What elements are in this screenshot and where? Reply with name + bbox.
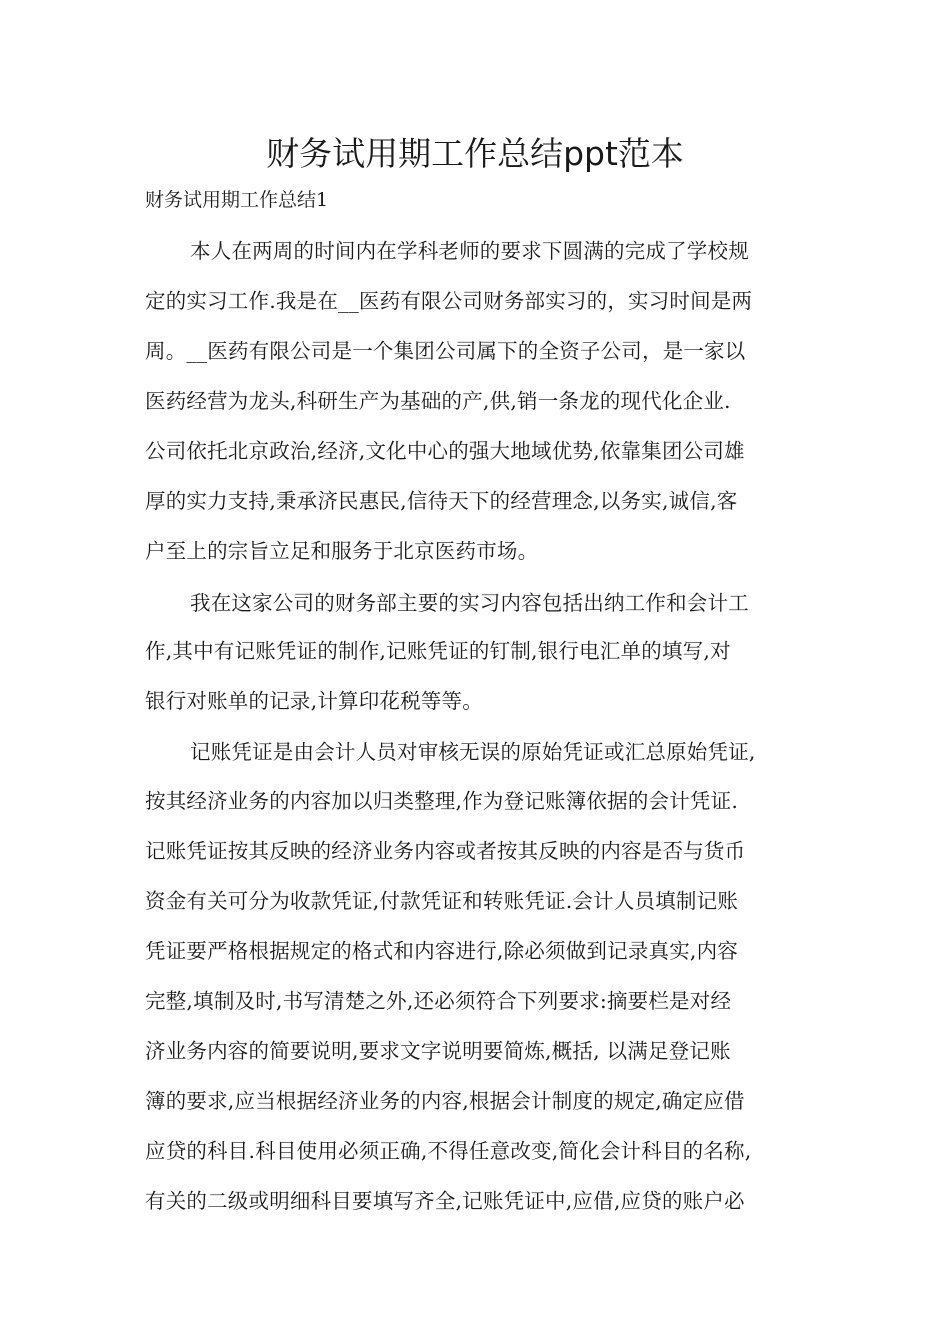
paragraph-1-line-2: 定的实习工作.我是在__医药有限公司财务部实习的，实习时间是两: [145, 289, 753, 313]
paragraph-3-line-7: 济业务内容的简要说明,要求文字说明要简炼,概括, 以满足登记账: [145, 1039, 731, 1063]
paragraph-3-line-1: 记账凭证是由会计人员对审核无误的原始凭证或汇总原始凭证,: [190, 740, 756, 764]
paragraph-3-line-9: 应贷的科目.科目使用必须正确,不得任意改变,简化会计科目的名称,: [145, 1139, 752, 1163]
paragraph-3-line-3: 记账凭证按其反映的经济业务内容或者按其反映的内容是否与货币: [145, 839, 746, 863]
section-heading: 财务试用期工作总结1: [145, 189, 329, 211]
paragraph-1-line-3: 周。__医药有限公司是一个集团公司属下的全资子公司，是一家以: [145, 339, 746, 363]
paragraph-1-line-4: 医药经营为龙头,科研生产为基础的产,供,销一条龙的现代化企业.: [145, 389, 731, 413]
paragraph-2-line-3: 银行对账单的记录,计算印花税等等。: [145, 689, 483, 713]
paragraph-3-line-6: 完整,填制及时,书写清楚之外,还必须符合下列要求:摘要栏是对经: [145, 989, 732, 1013]
paragraph-1-line-7: 户至上的宗旨立足和服务于北京医药市场。: [145, 539, 539, 563]
document-title: 财务试用期工作总结ppt范本: [266, 134, 684, 173]
paragraph-3-line-4: 资金有关可分为收款凭证,付款凭证和转账凭证.会计人员填制记账: [145, 889, 739, 913]
paragraph-3-line-8: 簿的要求,应当根据经济业务的内容,根据会计制度的规定,确定应借: [145, 1089, 745, 1113]
paragraph-1-line-1: 本人在两周的时间内在学科老师的要求下圆满的完成了学校规: [190, 239, 749, 263]
paragraph-2-line-2: 作,其中有记账凭证的制作,记账凭证的钉制,银行电汇单的填写,对: [145, 639, 731, 663]
paragraph-2-line-1: 我在这家公司的财务部主要的实习内容包括出纳工作和会计工: [190, 591, 749, 615]
paragraph-3-line-10: 有关的二级或明细科目要填写齐全,记账凭证中,应借,应贷的账户必: [145, 1189, 745, 1213]
paragraph-3-line-5: 凭证要严格根据规定的格式和内容进行,除必须做到记录真实,内容: [145, 939, 739, 963]
paragraph-1-line-6: 厚的实力支持,秉承济民惠民,信待天下的经营理念,以务实,诚信,客: [145, 489, 738, 513]
paragraph-3-line-2: 按其经济业务的内容加以归类整理,作为登记账簿依据的会计凭证.: [145, 789, 739, 813]
paragraph-1-line-5: 公司依托北京政治,经济,文化中心的强大地域优势,依靠集团公司雄: [145, 439, 745, 463]
